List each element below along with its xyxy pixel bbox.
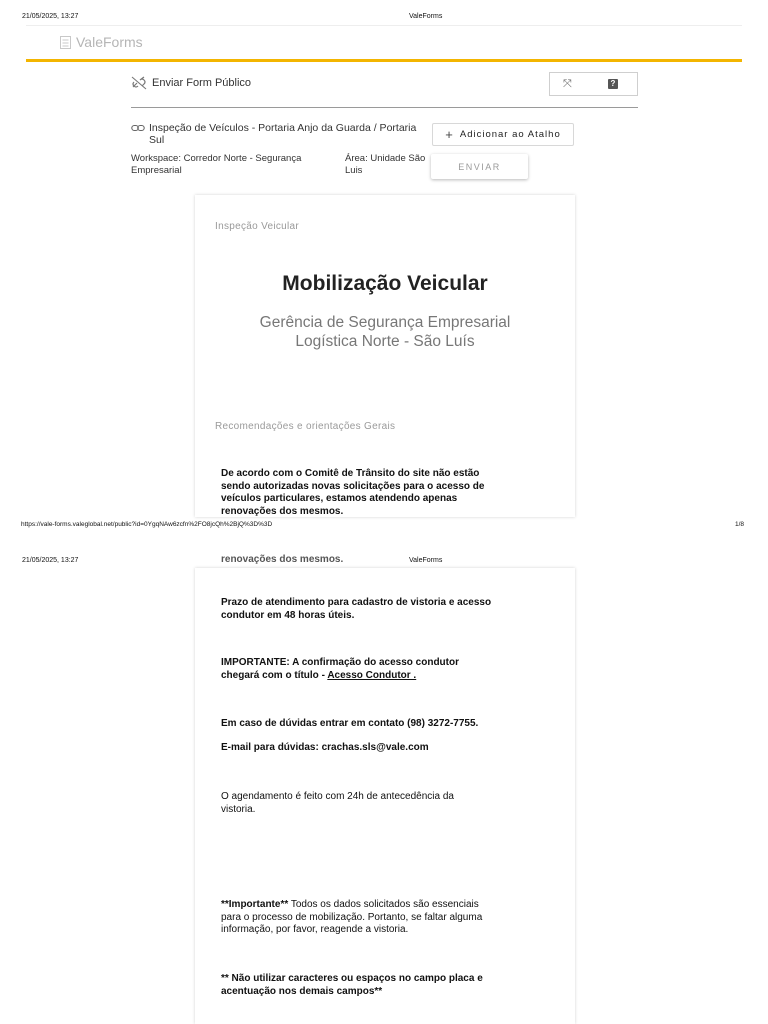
expand-icon[interactable]: ⤧	[563, 78, 572, 90]
add-shortcut-button[interactable]	[432, 123, 574, 146]
form-title: Mobilização Veicular	[282, 272, 488, 295]
workspace-label: Workspace: Corredor Norte - Segurança Empresarial	[131, 153, 302, 176]
send-button[interactable]: ENVIAR	[431, 154, 528, 179]
toolbar-title	[131, 76, 251, 90]
help-icon[interactable]: ?	[608, 79, 618, 89]
print-page-number: 1/8	[735, 521, 745, 528]
paragraph-importante-confirmacao	[221, 657, 481, 682]
toolbar-divider	[131, 107, 638, 108]
link-icon	[131, 123, 145, 133]
add-shortcut-label: Adicionar ao Atalho	[459, 129, 561, 140]
paragraph-comite-tail-text: renovações dos mesmos.	[221, 554, 344, 565]
form-subtitle	[195, 313, 575, 351]
print-title-page2: ValeForms	[409, 557, 443, 564]
section-title-recomendacoes: Recomendações e orientações Gerais	[215, 421, 396, 432]
form-link	[131, 122, 427, 146]
appbar-accent-bar	[26, 59, 742, 62]
appbar-top-border	[26, 25, 742, 26]
importante-text: IMPORTANTE: A confirmação do acesso condutor chegará com o título -	[221, 657, 459, 681]
importante-body: Todos os dados solicitados são essenciais para o processo de mobilização. Portanto, se faltar alguma informação, por favor, reagende a vistoria.	[221, 899, 483, 935]
form-subtitle-line2: Logística Norte - São Luís	[295, 333, 475, 350]
paragraph-nao-utilizar: ** Não utilizar caracteres ou espaços no campo placa e acentuação nos demais campos**	[221, 973, 483, 997]
form-subtitle-line1: Gerência de Segurança Empresarial	[259, 314, 511, 331]
acesso-condutor-link[interactable]: Acesso Condutor .	[327, 669, 417, 681]
paragraph-prazo: Prazo de atendimento para cadastro de vistoria e acesso condutor em 48 horas úteis.	[221, 597, 492, 621]
importante-label: **Importante**	[221, 899, 289, 910]
paragraph-importante-dados	[221, 899, 501, 937]
paragraph-comite: De acordo com o Comitê de Trânsito do site não estão sendo autorizadas novas solicitações para o acesso de veículos particulares, estamos atendendo apenas renovações dos mesmos.	[221, 468, 485, 517]
brand-name: ValeForms	[76, 34, 143, 50]
section-title-inspecao: Inspeção Veicular	[215, 221, 300, 232]
link-off-icon	[131, 76, 147, 90]
paragraph-contato: Em caso de dúvidas entrar em contato (98) 3272-7755.	[221, 718, 479, 729]
print-title: ValeForms	[409, 13, 443, 20]
paragraph-comite-tail	[221, 554, 511, 569]
brand[interactable]	[60, 34, 143, 50]
form-link-title: Inspeção de Veículos - Portaria Anjo da Guarda / Portaria Sul	[149, 122, 417, 146]
plus-icon: +	[445, 127, 454, 142]
paragraph-agendamento: O agendamento é feito com 24h de antecedência da vistoria.	[221, 791, 454, 815]
paragraph-email: E-mail para dúvidas: crachas.sls@vale.com	[221, 742, 429, 753]
print-url: https://vale-forms.valeglobal.net/public?id=0YgqNAw6zcfn%2FO8jcQh%2BjQ%3D%3D	[21, 521, 273, 528]
toolbar-title-text: Enviar Form Público	[152, 77, 252, 89]
form-doc-icon	[60, 36, 71, 49]
print-datetime: 21/05/2025, 13:27	[22, 13, 79, 20]
toolbar-actions	[549, 72, 638, 96]
area-label: Área: Unidade São Luis	[345, 153, 426, 176]
print-datetime-page2: 21/05/2025, 13:27	[22, 557, 79, 564]
